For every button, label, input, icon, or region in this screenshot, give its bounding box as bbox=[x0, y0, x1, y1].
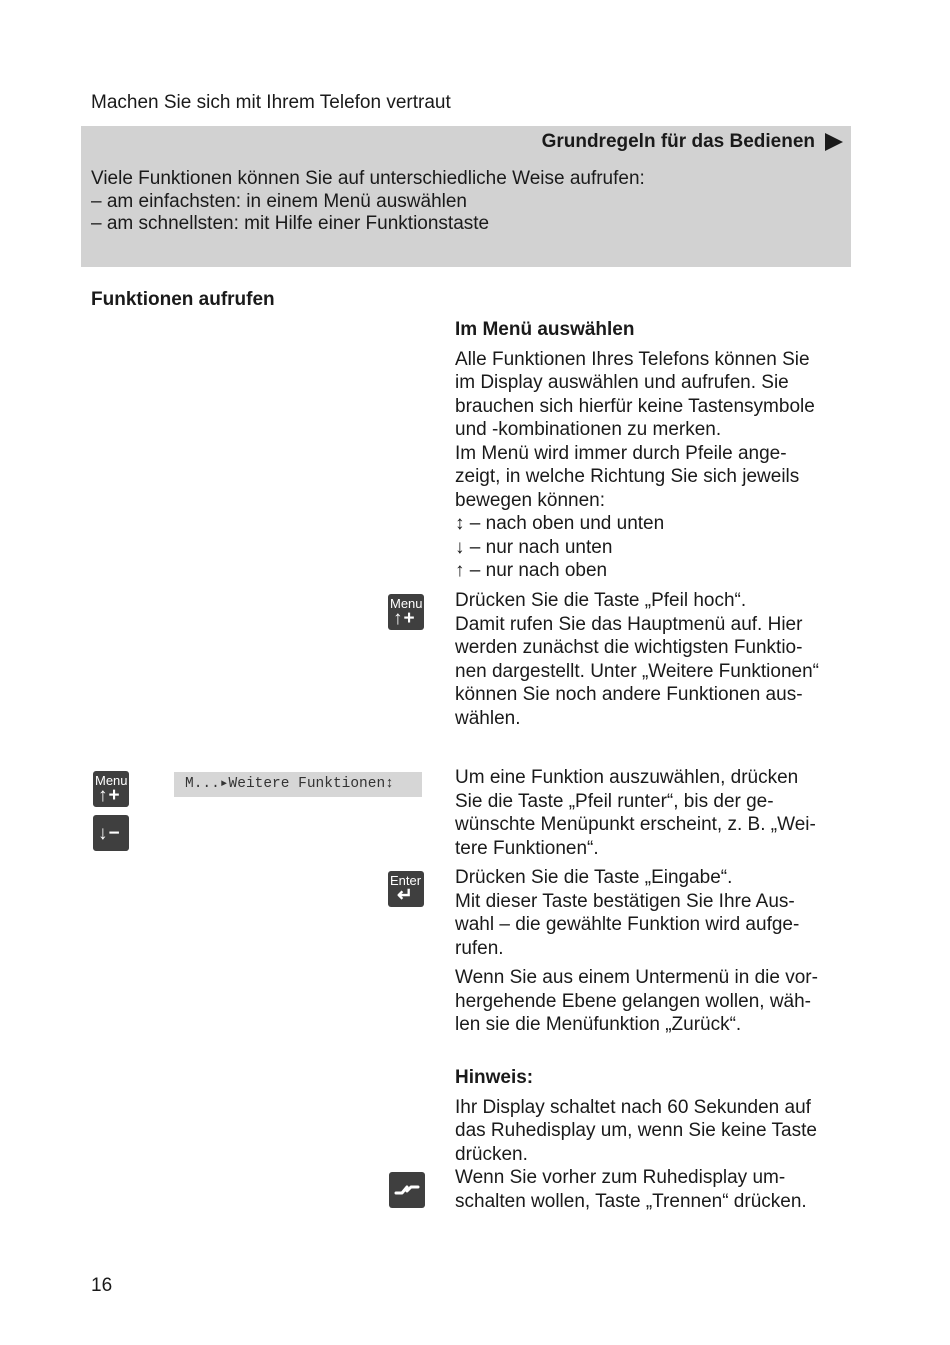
body-line: Drücken Sie die Taste „Eingabe“. bbox=[455, 867, 733, 888]
body-line: wahl – die gewählte Funktion wird aufge- bbox=[455, 914, 800, 935]
body-line: rufen. bbox=[455, 937, 504, 959]
body-line: Wenn Sie vorher zum Ruhedisplay um- bbox=[455, 1167, 786, 1188]
body-line: zeigt, in welche Richtung Sie sich jeweils bbox=[455, 466, 800, 487]
body-line: Im Menü wird immer durch Pfeile ange- bbox=[455, 442, 787, 464]
down-arrow-icon: ↓ bbox=[455, 536, 465, 558]
enter-icon: ↵ bbox=[397, 885, 414, 906]
body-line: brauchen sich hierfür keine Tastensymbole bbox=[455, 395, 815, 417]
arrow-down-minus-icon: ↓− bbox=[98, 823, 121, 844]
down-minus-key bbox=[93, 815, 129, 851]
menu-up-key bbox=[388, 594, 424, 630]
body-line: Ihr Display schaltet nach 60 Sekunden auf bbox=[455, 1096, 811, 1118]
body-line: Drücken Sie die Taste „Pfeil hoch“. bbox=[455, 590, 747, 611]
body-line: len sie die Menüfunktion „Zurück“. bbox=[455, 1014, 742, 1035]
body-line: wünschte Menüpunkt erscheint, z. B. „Wei- bbox=[455, 814, 816, 835]
display-readout: M...▸Weitere Funktionen↕ bbox=[174, 772, 422, 797]
arrow-item-up bbox=[455, 559, 855, 583]
body-line: Alle Funktionen Ihres Telefons können Sie bbox=[455, 348, 810, 370]
section-title: Funktionen aufrufen bbox=[91, 289, 275, 310]
body-line: tere Funktionen“. bbox=[455, 837, 599, 859]
body-line: drücken. bbox=[455, 1143, 528, 1165]
up-down-arrow-icon: ↕ bbox=[455, 513, 465, 534]
arrow-text: – nur nach unten bbox=[469, 536, 613, 558]
disconnect-key bbox=[389, 1172, 425, 1208]
body-line: im Display auswählen und aufrufen. Sie bbox=[455, 372, 789, 393]
menu-block bbox=[455, 318, 855, 583]
arrow-item-down bbox=[455, 536, 855, 560]
body-line: Um eine Funktion auszuwählen, drücken bbox=[455, 767, 799, 788]
menu-key-label: Menu bbox=[390, 596, 423, 611]
body-line: nen dargestellt. Unter „Weitere Funktionen“ bbox=[455, 660, 819, 682]
note-block bbox=[455, 1066, 855, 1213]
arrow-item-updown bbox=[455, 512, 855, 536]
arrow-up-plus-icon: ↑+ bbox=[98, 785, 121, 806]
body-line: wählen. bbox=[455, 707, 521, 729]
body-line: werden zunächst die wichtigsten Funktio- bbox=[455, 637, 803, 658]
triangle-right-icon bbox=[825, 133, 843, 151]
menu-up-key-left bbox=[93, 771, 129, 807]
body-line: Sie die Taste „Pfeil runter“, bis der ge- bbox=[455, 790, 774, 812]
step-enter bbox=[455, 866, 855, 1037]
intro-banner bbox=[81, 126, 851, 267]
menu-heading: Im Menü auswählen bbox=[455, 319, 635, 340]
banner-line: Viele Funktionen können Sie auf unterschiedliche Weise aufrufen: bbox=[91, 168, 645, 189]
banner-body bbox=[91, 168, 645, 236]
banner-title-row bbox=[542, 131, 843, 153]
arrow-up-plus-icon: ↑+ bbox=[393, 608, 416, 629]
enter-key-label: Enter bbox=[390, 873, 422, 888]
menu-key-label: Menu bbox=[95, 773, 128, 788]
enter-key bbox=[388, 871, 424, 907]
arrow-text: – nach oben und unten bbox=[469, 513, 665, 534]
page-number: 16 bbox=[91, 1275, 113, 1296]
body-line: schalten wollen, Taste „Trennen“ drücken. bbox=[455, 1190, 807, 1212]
step-select bbox=[455, 766, 855, 860]
body-line: Mit dieser Taste bestätigen Sie Ihre Aus- bbox=[455, 890, 795, 912]
banner-title: Grundregeln für das Bedienen bbox=[541, 131, 815, 152]
banner-line: – am einfachsten: in einem Menü auswählen bbox=[91, 190, 468, 212]
up-arrow-icon: ↑ bbox=[455, 560, 465, 581]
body-line: und -kombinationen zu merken. bbox=[455, 419, 722, 440]
body-line: das Ruhedisplay um, wenn Sie keine Taste bbox=[455, 1120, 817, 1141]
hang-up-icon bbox=[389, 1172, 425, 1208]
arrow-text: – nur nach oben bbox=[469, 560, 608, 581]
body-line: Damit rufen Sie das Hauptmenü auf. Hier bbox=[455, 613, 803, 635]
body-line: hergehende Ebene gelangen wollen, wäh- bbox=[455, 990, 811, 1012]
body-line: Wenn Sie aus einem Untermenü in die vor- bbox=[455, 967, 818, 988]
body-line: können Sie noch andere Funktionen aus- bbox=[455, 684, 803, 705]
banner-line: – am schnellsten: mit Hilfe einer Funktionstaste bbox=[91, 213, 490, 234]
running-title: Machen Sie sich mit Ihrem Telefon vertraut bbox=[91, 92, 451, 113]
body-line: bewegen können: bbox=[455, 489, 606, 511]
note-heading: Hinweis: bbox=[455, 1067, 534, 1088]
step-menu bbox=[455, 589, 855, 730]
